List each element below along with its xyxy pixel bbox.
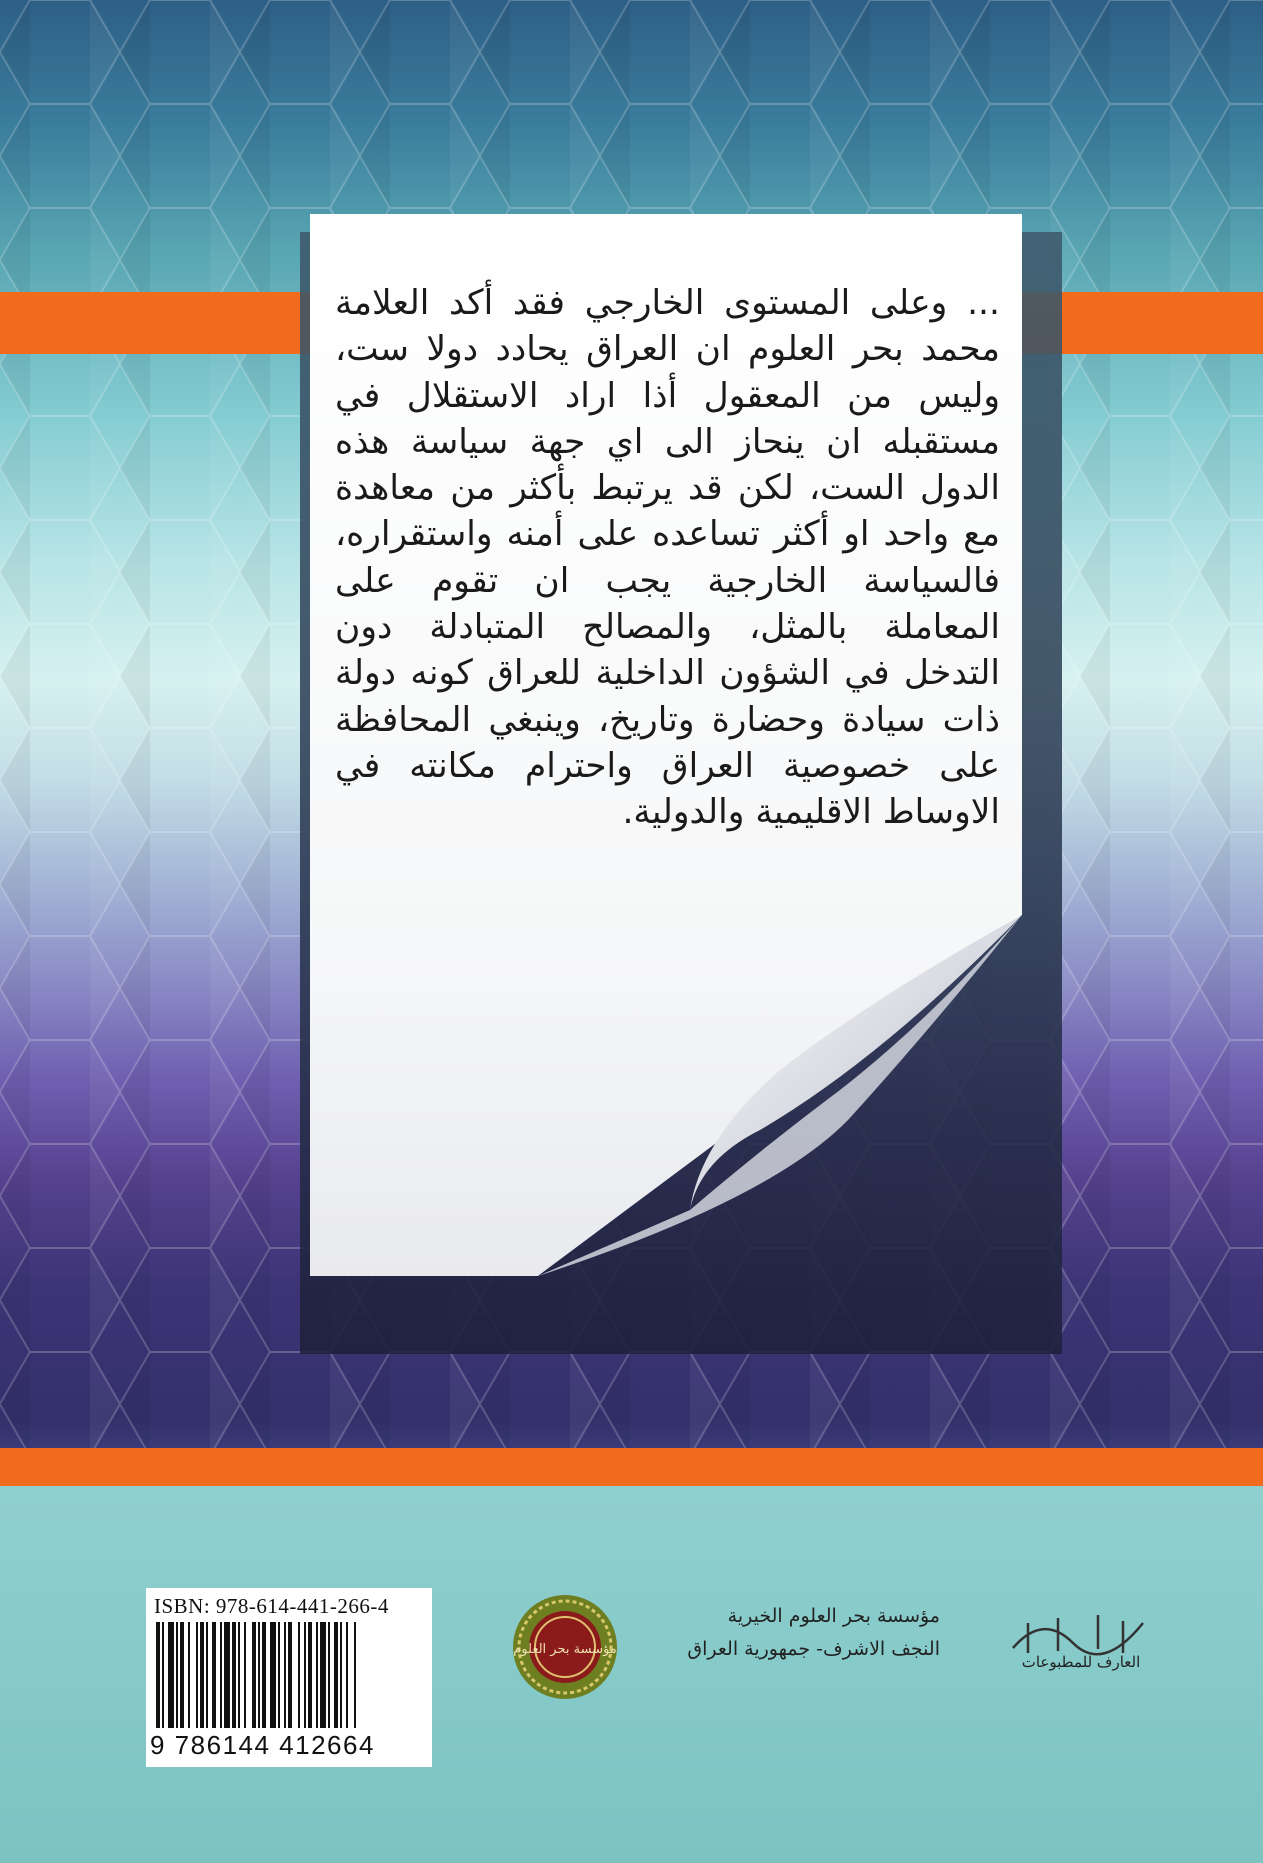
barcode-bars bbox=[156, 1622, 422, 1728]
publisher-name: مؤسسة بحر العلوم الخيرية bbox=[727, 1605, 940, 1627]
seal-text: مؤسسة بحر العلوم bbox=[513, 1642, 617, 1657]
isbn-barcode bbox=[146, 1588, 432, 1767]
calligraphy-logo-icon bbox=[1003, 1593, 1158, 1673]
orange-stripe-bottom bbox=[0, 1448, 1263, 1486]
publisher-info bbox=[640, 1600, 940, 1666]
isbn-label: ISBN: 978-614-441-266-4 bbox=[154, 1594, 389, 1618]
foundation-seal-icon bbox=[511, 1593, 619, 1701]
back-cover-excerpt: ... وعلى المستوى الخارجي فقد أكد العلامة محمد بحر العلوم ان العراق يحادد دولا ست، وليس من المعقول أذا اراد الاستقلال في مستقبله ان ينحاز الى اي جهة سياسة هذه الدول الست، لكن قد يرتبط بأكثر من معاهدة مع واحد او أكثر تساعده على أمنه واستقراره، فالسياسة الخارجية يجب ان تقوم على المعاملة بالمثل، والمصالح المتبادلة دون التدخل في الشؤون الداخلية للعراق كونه دولة ذات سيادة وحضارة وتاريخ، وينبغي المحافظة على خصوصية العراق واحترام مكانته في الاوساط الاقليمية والدولية. bbox=[335, 283, 1000, 833]
isbn-digits: 9 786144 412664 bbox=[150, 1730, 375, 1760]
logo-text: العارف للمطبوعات bbox=[1021, 1653, 1141, 1671]
publisher-location: النجف الاشرف- جمهورية العراق bbox=[687, 1638, 940, 1660]
